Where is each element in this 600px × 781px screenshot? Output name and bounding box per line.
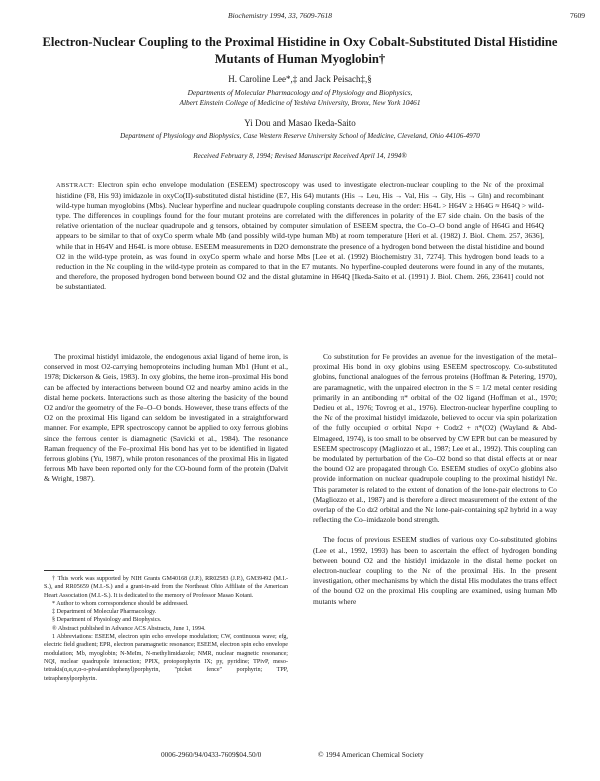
affiliation-1-line-a: Departments of Molecular Pharmacology and of Physiology and Biophysics, (187, 88, 413, 97)
abstract-label: ABSTRACT: (56, 182, 95, 189)
page-number: 7609 (570, 11, 585, 20)
left-column (44, 352, 288, 485)
received-dates: Received February 8, 1994; Revised Manuscript Received April 14, 1994® (193, 152, 407, 160)
affiliation-2: Department of Physiology and Biophysics, Case Western Reserve University School of Medicine, Cleveland, Ohio 44106-4970 (120, 132, 480, 140)
abstract-text: Electron spin echo envelope modulation (ESEEM) spectroscopy was used to investigate electron-nuclear coupling to the Nε of the proximal histidine (F8, His 93) imidazole in oxyCo(II)-substituted distal histidine (E7, His 64) mutants (His → Leu, His → Val, His → Gly, His → Gln) and recombinant wild-type human myoglobins (Mbs). Nuclear hyperfine and nuclear quadrupole coupling constants decrease in the order: H64L > H64V ≥ H64G ≈ H64Q > wild-type. The differences in couplings found for the four mutant proteins are correlated with the differences in polarity of the E7 side chain. On the basis of the relative orientation of the nuclear quadrupole and g tensors, obtained by computer simulation of ESEEM spectra, the Co–O–O bond angle of H64G and H64Q appears to be similar to that of oxyCo sperm whale Mb (and possibly wild-type human Mb) at room temperature [Heri et al. (1982) J. Biol. Chem. 257, 3636], while that in H64V and H64L is more obtuse. ESEEM measurements in D2O demonstrate the presence of a hydrogen bond between the distal histidine and bound O2 in the wild-type protein, as was found in oxyCo sperm whale and horse Mbs [Lee et al. (1992) Biochemistry 31, 7274]. This hydrogen bond leads to a reduction in the Nε coupling in the wild-type protein as compared to that in the E7 mutants. No hyperfine-coupled deuterons were found in any of the mutants, and therefore, the proposed hydrogen bond between bound O2 and the distal glutamine in H64Q [Ikeda-Saito et al. (1991) J. Biol. Chem. 266, 23641] could not be substantiated. (56, 180, 545, 291)
affiliation-1-line-b: Albert Einstein College of Medicine of Yeshiva University, Bronx, New York 10461 (179, 98, 421, 107)
footnote-dept-pharmacology: ‡ Department of Molecular Pharmacology. (52, 609, 157, 616)
footnote-funding: † This work was supported by NIH Grants GM40168 (J.P.), RR02583 (J.P.), GM39492 (M.I.-S.), and RR05659 (M.I.-S.) and a grant-in-aid from the Northeast Ohio Affiliate of the American Heart Association (M.I.-S.). It is dedicated to the memory of Professor Masao Kotani. (44, 576, 288, 599)
running-header (0, 11, 600, 23)
footnote-correspondence: * Author to whom correspondence should be addressed. (52, 600, 189, 607)
footnote-advance-abstract: ® Abstract published in Advance ACS Abstracts, June 1, 1994. (52, 625, 206, 632)
article-code: 0006-2960/94/0433-7609$04.50/0 (161, 750, 262, 759)
footnote-rule (44, 570, 114, 571)
right-column (313, 352, 557, 607)
author-line-2: Yi Dou and Masao Ikeda-Saito (244, 118, 356, 128)
journal-citation: Biochemistry 1994, 33, 7609-7618 (228, 11, 332, 20)
affiliation-1 (20, 88, 580, 108)
author-line-1: H. Caroline Lee*,‡ and Jack Peisach‡,§ (228, 74, 372, 84)
copyright: © 1994 American Chemical Society (318, 750, 424, 759)
footnote-abbreviations: 1 Abbreviations: ESEEM, electron spin echo envelope modulation; CW, continuous wave; efg, electric field gradient; EPR, electron paramagnetic resonance; ESEEM, electron spin echo envelope modulation; Mb, myoglobin; N-MeIm, N-methylimidazole; NMR, nuclear magnetic resonance; NQI, nuclear quadrupole interaction; PPIX, protoporphyrin IX; py, pyridine; TPivP, meso-tetrakis(α,α,α,α-o-pivalamidophenyl)porphyrin, "picket fence" porphyrin; TPP, tetraphenylporphyrin. (44, 634, 288, 682)
intro-paragraph: The proximal histidyl imidazole, the endogenous axial ligand of heme iron, is conserved in most O2-carrying hemoproteins including human Mb1 (Hunt et al., 1978; Dickerson & Geis, 1983). In oxy globins, the heme iron–proximal His bond can be affected by interactions between bound O2 and nearby amino acids in the distal heme pockets. Interactions such as those altering the basicity of the bound O2 and/or the geometry of the Fe–O–O bonds. However, these trans effects of the O2 on the proximal His ligand can seldom be investigated in a straightforward manner. For example, EPR spectroscopy cannot be applied to oxy ferrous globins since the ferrous center is diamagnetic (Savicki et al., 1984). The resonance Raman frequency of the Fe–proximal His bond has yet to be identified in ligated ferrous globins (Yu, 1987), while proton resonances of the proximal His in ligated ferrous Mb have been reported only for the CO-bound form of the protein (Dalvit & Wright, 1987). (44, 352, 288, 484)
footnote-dept-physiology: § Department of Physiology and Biophysics. (52, 617, 162, 624)
right-paragraph-2: The focus of previous ESEEM studies of various oxy Co-substituted globins (Lee et al., 1992, 1993) has been to ascertain the effect of hydrogen bonding between bound O2 and the histidyl imidazole in the distal heme pocket on electron-nuclear coupling to the Nε of the proximal His. In the present investigation, other mechanisms by which the distal His modulates the trans effect of the bound O2 on the proximal His coupling are examined, using human Mb mutants where (313, 535, 557, 606)
article-title: Electron-Nuclear Coupling to the Proximal Histidine in Oxy Cobalt-Substituted Distal Histidine Mutants of Human Myoglobin† (42, 35, 558, 66)
right-paragraph-1: Co substitution for Fe provides an avenue for the investigation of the metal–proximal His bond in oxy globins using ESEEM spectroscopy. Co-substituted globins, functional analogues of the ferrous proteins (Hoffman & Petering, 1970), are paramagnetic, with the unpaired electron in the S = 1/2 metal center residing primarily in an antibonding π* orbital of the O2 ligand (Hoffman et al., 1970; Dedieu et al., 1976; Tovrog et al., 1976). Electron-nuclear hyperfine coupling to the Nε of the proximal histidyl imidazole, believed to occur via spin polarization of the fully occupied σ orbital Nεpσ + Codz2 + π*(O2) (Wayland & Abd-Elmageed, 1974), is too small to be observed by CW EPR but can be measured by ESEEM spectroscopy (Magliozzo et al., 1987; Lee et al., 1992). This coupling can be modulated by perturbation of the Co–O2 bond so that distal effects at or near the bound O2 are propagated through Co. ESEEM studies of oxyCo globins also provide information on nuclear quadrupole coupling to the proximal histidyl Nε. This parameter is related to the extent of donation of the lone-pair electrons to Co (Magliozzo et al., 1987) and is therefore a direct measurement of the extent of the overlap of the Co dz2 orbital and the Nε lone-pair-containing sp2 hybrid in a way reflecting the Co–imidazole bond strength. (313, 352, 557, 525)
abstract (56, 180, 544, 292)
footnotes (44, 575, 288, 683)
page-footer (0, 750, 600, 762)
